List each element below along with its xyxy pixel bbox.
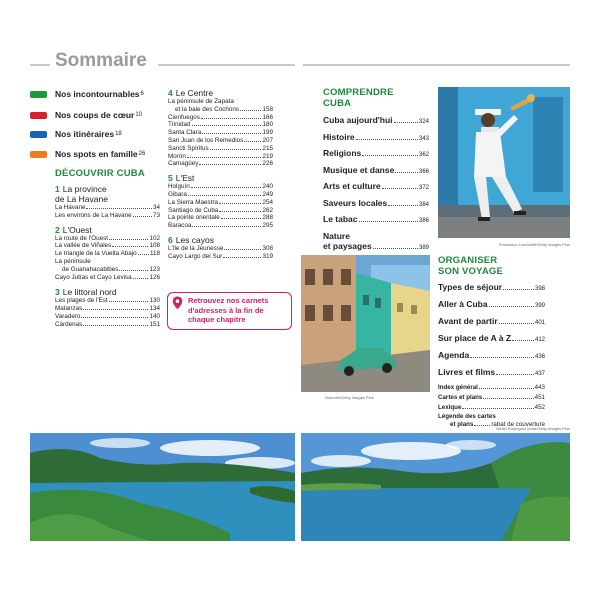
toc-entry[interactable] (55, 313, 160, 321)
leader-dots (119, 270, 148, 271)
entry-label: Holguín (168, 183, 190, 191)
orange-swatch (30, 151, 47, 158)
entry-page: rabat de couverture (491, 421, 545, 429)
entry-label: Sancti Spíritus (168, 144, 209, 152)
leader-dots (489, 306, 534, 307)
entry-page: 158 (262, 105, 273, 113)
chapter-title: L'Ouest (62, 224, 92, 235)
toc-entry[interactable] (55, 242, 160, 250)
entry-label: Cuba aujourd'hui (323, 115, 393, 125)
chapter-heading (168, 235, 273, 245)
photo-credit: Nobonie/Getty Images Plus (325, 395, 374, 400)
entry-page: 386 (418, 218, 429, 224)
toc-entry[interactable] (55, 235, 160, 243)
entry-page: 398 (534, 286, 545, 292)
leader-dots (470, 357, 534, 358)
entry-page: 199 (262, 129, 273, 137)
entry-page: 451 (534, 393, 545, 401)
leader-dots (503, 289, 534, 290)
entry-page: 308 (262, 244, 273, 252)
leader-dots (138, 254, 149, 255)
leader-dots (483, 398, 533, 399)
legend-page: 26 (138, 151, 146, 157)
chapter-number: 2 (55, 224, 60, 235)
toc-entry[interactable] (323, 165, 429, 178)
toc-entry[interactable] (168, 253, 273, 261)
toc-entry[interactable] (55, 321, 160, 329)
entry-page: 219 (262, 152, 273, 160)
leader-dots (359, 221, 418, 222)
leader-dots (81, 317, 148, 318)
blue-swatch (30, 131, 47, 138)
entry-label: Histoire (323, 131, 355, 142)
legend-label: Nos spots en famille (55, 149, 138, 159)
entry-page: 34 (152, 204, 160, 211)
toc-entry[interactable] (168, 191, 273, 199)
entry-label: La route de l'Ouest (55, 234, 109, 242)
toc-entry-line1 (438, 413, 545, 421)
entry-label: Baracoa (168, 222, 192, 230)
chapter-heading (168, 173, 273, 183)
leader-dots (219, 203, 261, 204)
leader-dots (83, 325, 148, 326)
entry-page: 262 (262, 206, 273, 214)
toc-entry[interactable] (438, 333, 545, 346)
leader-dots (199, 164, 261, 165)
entry-page: 295 (262, 222, 273, 230)
toc-entry[interactable] (55, 212, 160, 220)
toc-entry[interactable] (168, 129, 273, 137)
leader-dots (210, 149, 262, 150)
chapter-number: 5 (168, 173, 173, 184)
entry-label-line2: de Guanahacabibes (62, 265, 119, 273)
entry-page: 384 (418, 201, 429, 208)
entry-page: 207 (262, 136, 273, 144)
entry-label: Cartes et plans (438, 393, 483, 401)
section-heading-line2: CUBA (323, 98, 352, 109)
entry-page: 118 (149, 250, 160, 258)
entry-label: Matanzas (55, 305, 83, 313)
leader-dots (382, 188, 418, 189)
section-heading-line2: SON VOYAGE (438, 266, 504, 277)
entry-label: Arts et culture (323, 181, 381, 191)
entry-page: 343 (418, 135, 429, 142)
entry-label: La péninsule (55, 257, 91, 265)
entry-label: Agenda (438, 350, 470, 360)
toc-entry[interactable] (168, 153, 273, 161)
toc-entry[interactable] (55, 266, 160, 274)
entry-label: Livres et films (438, 367, 496, 377)
decouvrir-column-2 (168, 88, 273, 261)
leader-dots (86, 208, 152, 209)
toc-entry[interactable] (438, 394, 545, 402)
musician-photo (438, 87, 570, 238)
toc-entry[interactable] (55, 204, 160, 212)
section-heading: DÉCOUVRIR CUBA (55, 168, 145, 179)
entry-page: 108 (149, 242, 160, 250)
toc-entry[interactable] (438, 350, 545, 363)
chapter-heading (168, 88, 273, 98)
entry-label-line2: et paysages (323, 241, 372, 251)
organiser-section (438, 255, 545, 429)
legend-label: Nos coups de cœur (55, 110, 135, 120)
entry-page: 123 (149, 265, 160, 273)
entry-label: Cárdenas (55, 320, 83, 328)
entry-label: San Juan de los Remedios (168, 136, 244, 144)
leader-dots (188, 195, 262, 196)
chapter-number: 3 (55, 287, 60, 298)
toc-entry[interactable] (168, 207, 273, 215)
leader-dots (223, 257, 261, 258)
entry-label: Saveurs locales (323, 197, 388, 208)
toc-entry[interactable] (168, 114, 273, 122)
comprendre-section (323, 87, 429, 254)
entry-label-line2: et plans (450, 421, 474, 429)
section-heading-line1: COMPRENDRE (323, 87, 394, 98)
street-photo (301, 255, 430, 392)
toc-entry[interactable] (55, 305, 160, 313)
toc-entry[interactable] (438, 282, 545, 295)
legend-page: 18 (115, 131, 122, 137)
entry-label: Index général (438, 384, 478, 391)
chapter-heading (55, 184, 160, 204)
entry-label: Santa Clara (168, 129, 202, 137)
entry-page: 372 (418, 185, 429, 191)
decouvrir-column-1 (55, 168, 160, 329)
chapter-title-line2: de La Havane (55, 194, 108, 204)
entry-label: L'île de la Jeunesse (168, 244, 224, 252)
entry-page: 226 (262, 160, 273, 168)
leader-dots (133, 278, 149, 279)
entry-page: 130 (149, 297, 160, 305)
entry-label: Musique et danse (323, 164, 395, 175)
entry-page: 319 (262, 252, 273, 260)
section-heading (438, 255, 545, 277)
leader-dots (109, 239, 148, 240)
entry-label: Les plages de l'Est (55, 297, 108, 305)
entry-page: 412 (534, 337, 545, 343)
chapter-title: Le Centre (175, 88, 214, 98)
entry-label: La Havane (55, 204, 86, 211)
lake-panorama-right (301, 433, 570, 541)
toc-entry[interactable] (323, 198, 429, 211)
leader-dots (192, 125, 262, 126)
leader-dots (240, 110, 261, 111)
chapter-heading (55, 225, 160, 235)
toc-entry[interactable] (323, 115, 429, 128)
entry-label: Religions (323, 148, 362, 158)
entry-label: Camagüey (168, 160, 199, 168)
chapter-title: Le littoral nord (62, 287, 117, 298)
chapter-title: La province (62, 184, 107, 194)
entry-page: 126 (149, 273, 160, 281)
leader-dots (244, 141, 261, 142)
map-pin-icon (172, 296, 183, 310)
leader-dots (224, 249, 261, 250)
toc-entry[interactable] (168, 160, 273, 168)
entry-page: 443 (534, 384, 545, 391)
toc-entry[interactable] (438, 299, 545, 312)
entry-label: Morón (168, 152, 186, 160)
leader-dots (356, 139, 418, 140)
entry-page: 73 (152, 211, 160, 219)
entry-label: Le tabac (323, 214, 358, 224)
photo-credit: Yubiel Rodríguez Mota/Getty Images Plus (495, 426, 570, 431)
entry-page: 362 (418, 152, 429, 158)
entry-label: Légende des cartes (438, 413, 496, 421)
entry-label: La vallée de Viñales (55, 242, 112, 250)
legend-page: 10 (135, 112, 143, 118)
chapter-number: 1 (55, 184, 60, 194)
toc-entry[interactable] (323, 181, 429, 194)
leader-dots (202, 133, 261, 134)
toc-entry[interactable] (168, 121, 273, 129)
entry-page: 401 (534, 320, 545, 326)
leader-dots (388, 205, 418, 206)
entry-page: 324 (418, 119, 429, 125)
chapter-title: Les cayos (175, 234, 215, 245)
entry-page: 215 (262, 144, 273, 152)
entry-label: Avant de partir (438, 316, 498, 326)
toc-entry[interactable] (323, 214, 429, 227)
section-heading-line1: ORGANISER (438, 255, 498, 266)
leader-dots (109, 301, 149, 302)
leader-dots (499, 323, 534, 324)
entry-label: Aller à Cuba (438, 299, 488, 309)
legend-label: Nos incontournables (55, 89, 140, 99)
chapter-number: 4 (168, 88, 173, 98)
entry-page: 180 (262, 121, 273, 129)
toc-entry[interactable] (438, 384, 545, 392)
leader-dots (192, 226, 261, 227)
page-title: Sommaire (55, 50, 147, 71)
entry-label: Cienfuegos (168, 113, 200, 121)
entry-label-line2: et la baie des Cochons (175, 105, 240, 113)
entry-label: Trinidad (168, 121, 191, 129)
green-swatch (30, 91, 47, 98)
leader-dots (133, 216, 152, 217)
entry-page: 452 (534, 403, 545, 411)
entry-page: 166 (262, 113, 273, 121)
leader-dots (221, 218, 262, 219)
toc-entry[interactable] (168, 183, 273, 191)
toc-entry[interactable] (168, 222, 273, 230)
toc-entry[interactable] (168, 137, 273, 145)
entry-label: Lexique (438, 403, 462, 411)
top-rule-right (303, 64, 570, 66)
entry-page: 366 (418, 168, 429, 175)
callout-text: Retrouvez nos carnets d'adresses à la fin de chaque chapitre (188, 296, 269, 324)
entry-label: La péninsule de Zapata (168, 98, 234, 105)
legend-label: Nos itinéraires (55, 129, 115, 139)
toc-entry-line1 (323, 231, 429, 242)
toc-entry[interactable] (168, 106, 273, 114)
toc-entry[interactable] (168, 145, 273, 153)
toc-entry[interactable] (438, 367, 545, 380)
entry-page: 437 (534, 371, 545, 377)
chapter-title: L'Est (175, 173, 195, 184)
leader-dots (201, 118, 262, 119)
leader-dots (394, 122, 418, 123)
toc-entry[interactable] (168, 199, 273, 207)
entry-label: Sur place de A à Z (438, 333, 512, 343)
toc-entry[interactable] (323, 132, 429, 145)
entry-label: Varadero (55, 312, 81, 320)
entry-label: Cayo Largo del Sur (168, 252, 223, 260)
leader-dots (479, 388, 534, 389)
entry-label: Santiago de Cuba (168, 206, 219, 214)
chapter-number: 6 (168, 234, 173, 245)
toc-entry[interactable] (323, 241, 429, 254)
toc-entry[interactable] (55, 274, 160, 282)
legend-page: 6 (140, 91, 144, 97)
leader-dots (462, 408, 533, 409)
toc-entry[interactable] (55, 297, 160, 305)
entry-page: 240 (262, 183, 273, 191)
leader-dots (512, 340, 534, 341)
toc-entry[interactable] (438, 316, 545, 329)
entry-label: Le triangle de la Vuelta Abajo (55, 250, 137, 258)
entry-label: Types de séjour (438, 282, 503, 292)
entry-page: 140 (149, 312, 160, 320)
entry-label: Les environs de La Havane (55, 211, 132, 219)
toc-entry-line1 (168, 98, 273, 106)
entry-page: 134 (149, 305, 160, 313)
leader-dots (187, 157, 262, 158)
leader-dots (219, 211, 261, 212)
title-rule-left (30, 64, 50, 66)
title-rule-right (158, 64, 295, 66)
addresses-callout (167, 292, 292, 330)
leader-dots (496, 374, 534, 375)
photo-credit: Francesco Lorenzetti/Getty Images Plus (498, 242, 570, 247)
toc-entry[interactable] (323, 148, 429, 161)
leader-dots (373, 248, 418, 249)
leader-dots (395, 172, 418, 173)
red-swatch (30, 112, 47, 119)
entry-label: La Sierra Maestra (168, 198, 219, 206)
entry-page: 399 (534, 303, 545, 309)
entry-page: 389 (418, 245, 429, 251)
entry-page: 151 (149, 320, 160, 328)
entry-page: 254 (262, 198, 273, 206)
section-heading (323, 87, 429, 109)
leader-dots (362, 155, 418, 156)
lake-panorama-left (30, 433, 295, 541)
leader-dots (191, 187, 262, 188)
chapter-heading (55, 287, 160, 297)
entry-page: 436 (534, 354, 545, 360)
entry-page: 249 (262, 190, 273, 198)
leader-dots (112, 246, 148, 247)
leader-dots (83, 309, 148, 310)
entry-page: 288 (262, 214, 273, 222)
entry-label: La pointe orientale (168, 214, 220, 222)
toc-entry[interactable] (168, 245, 273, 253)
toc-entry-line1 (55, 258, 160, 266)
entry-label: Nature (323, 230, 350, 241)
toc-entry[interactable] (55, 250, 160, 258)
entry-label: Gibara (168, 190, 187, 198)
toc-entry[interactable] (438, 404, 545, 412)
entry-label: Cayo Jutías et Cayo Levisa (55, 273, 132, 281)
toc-entry[interactable] (168, 214, 273, 222)
entry-page: 102 (149, 234, 160, 242)
